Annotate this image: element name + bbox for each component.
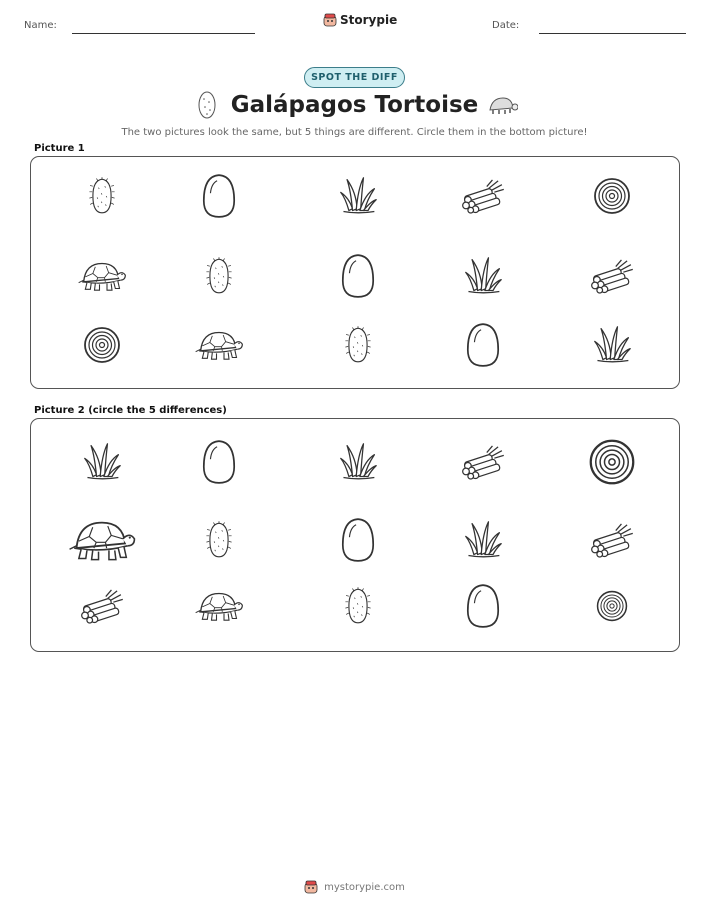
tortoise-icon [77, 260, 127, 292]
grass-icon[interactable] [82, 441, 122, 483]
date-label: Date: [492, 20, 520, 31]
log-icon[interactable] [595, 589, 629, 623]
spot-the-diff-badge: SPOT THE DIFF [304, 67, 405, 88]
wood-icon[interactable] [460, 445, 506, 479]
instructions-text: The two pictures look the same, but 5 things are different. Circle them in the bottom picture! [121, 127, 588, 138]
cactus-icon [344, 318, 372, 372]
egg-icon[interactable] [464, 582, 502, 630]
egg-icon [464, 321, 502, 369]
wood-icon [460, 179, 506, 213]
log-icon[interactable] [587, 437, 637, 487]
picture-1-label: Picture 1 [34, 143, 85, 154]
egg-icon[interactable] [200, 438, 238, 486]
tortoise-icon [194, 329, 244, 361]
storypie-mascot-icon [323, 13, 337, 27]
picture-2-label: Picture 2 (circle the 5 differences) [34, 405, 227, 416]
wood-icon [589, 259, 635, 293]
egg-icon [339, 252, 377, 300]
footer-url: mystorypie.com [324, 881, 405, 893]
grass-icon [592, 324, 632, 366]
egg-icon[interactable] [339, 516, 377, 564]
tortoise-icon[interactable] [67, 518, 137, 562]
name-line[interactable] [72, 33, 255, 34]
storypie-mascot-icon [304, 880, 318, 894]
wood-icon[interactable] [78, 589, 126, 623]
grass-icon[interactable] [338, 441, 378, 483]
wood-icon[interactable] [589, 523, 635, 557]
log-icon [592, 176, 632, 216]
brand-name: Storypie [340, 13, 398, 27]
tortoise-icon [486, 96, 518, 116]
grass-icon[interactable] [463, 519, 503, 561]
date-line[interactable] [539, 33, 686, 34]
cactus-icon[interactable] [344, 579, 372, 633]
grass-icon [338, 175, 378, 217]
name-label: Name: [24, 20, 57, 31]
grass-icon [463, 255, 503, 297]
page-title: Galápagos Tortoise [230, 92, 479, 118]
footer [0, 880, 709, 894]
brand-logo [323, 13, 397, 27]
tortoise-icon[interactable] [194, 590, 244, 622]
cactus-icon[interactable] [205, 513, 233, 567]
log-icon [82, 325, 122, 365]
cactus-icon [88, 169, 116, 223]
egg-icon [200, 172, 238, 220]
cactus-icon [205, 249, 233, 303]
